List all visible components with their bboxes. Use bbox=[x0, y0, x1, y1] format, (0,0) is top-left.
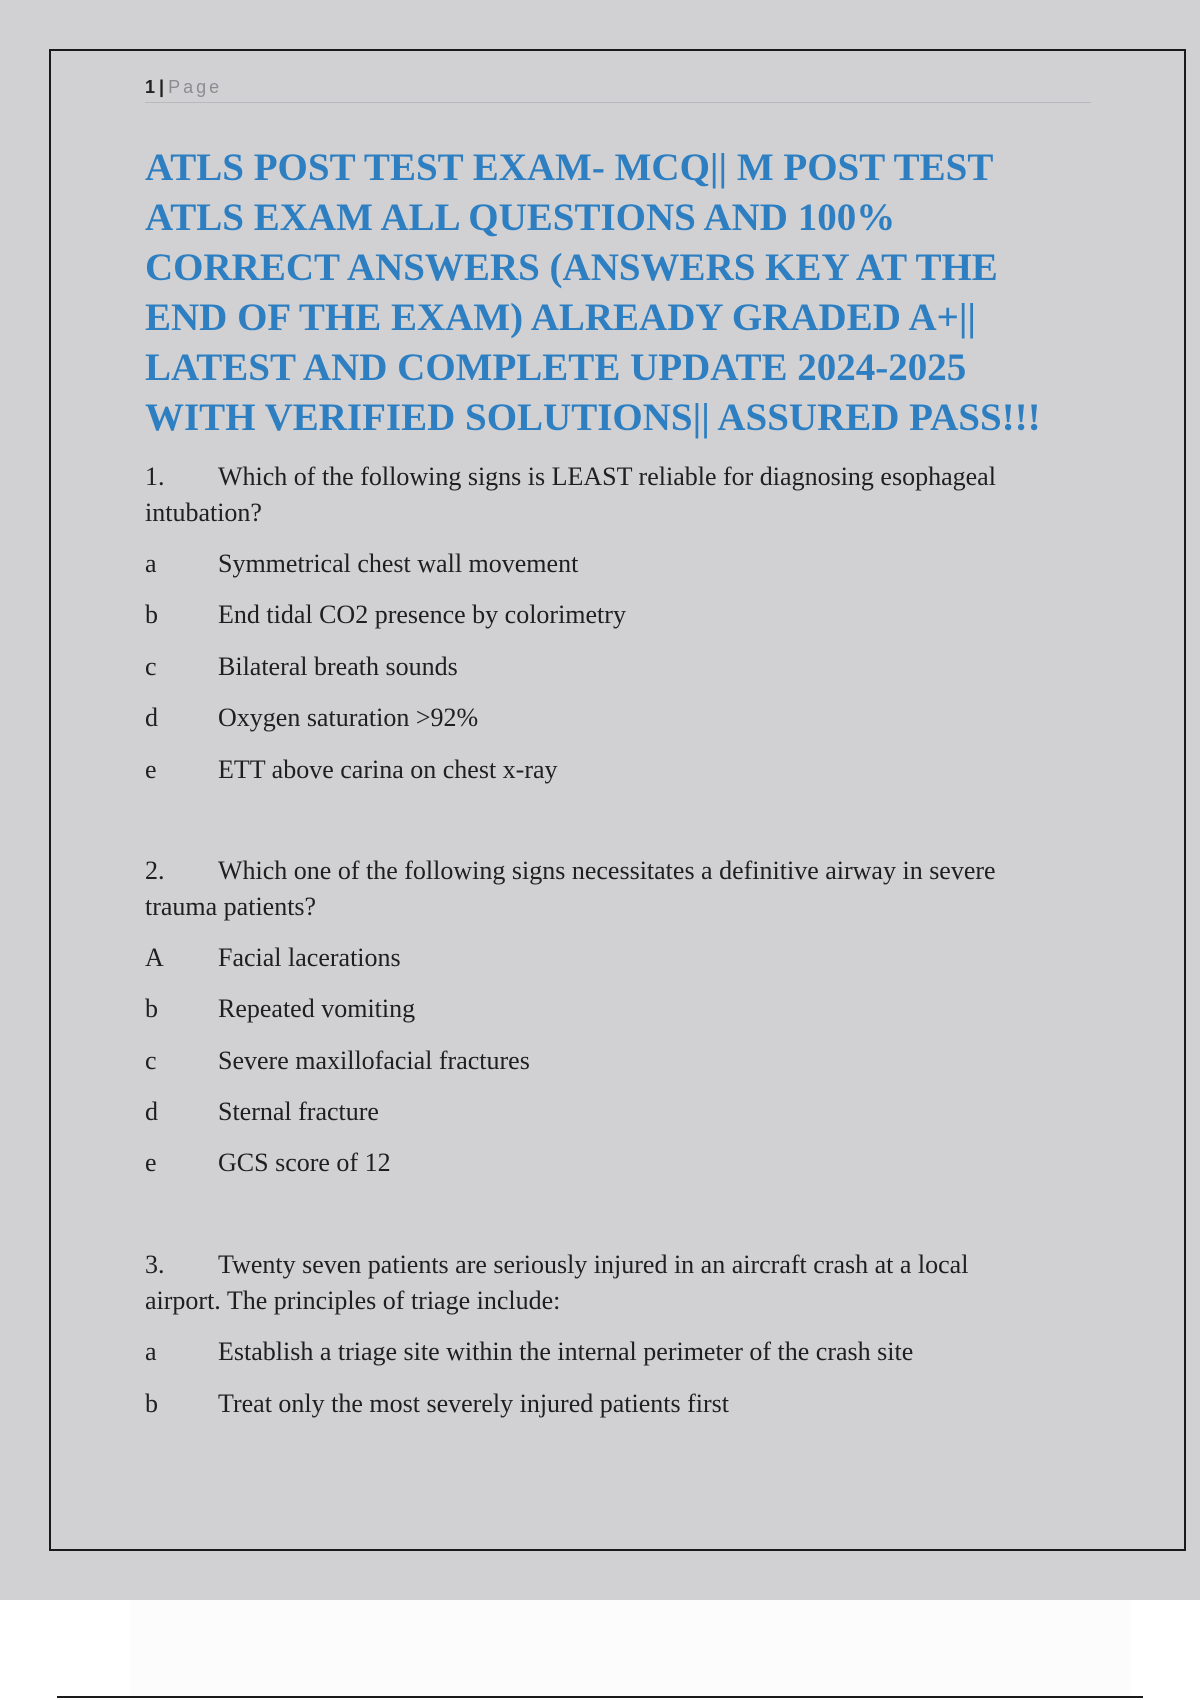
title-line: ATLS POST TEST EXAM- MCQ|| M POST TEST bbox=[145, 146, 994, 189]
title-line: WITH VERIFIED SOLUTIONS|| ASSURED PASS!!! bbox=[145, 396, 1041, 439]
question-text-line2: trauma patients? bbox=[145, 892, 317, 921]
option-text: ETT above carina on chest x-ray bbox=[218, 755, 558, 784]
option-letter: d bbox=[145, 1097, 158, 1126]
question-1-option bbox=[145, 700, 1085, 736]
option-text: Repeated vomiting bbox=[218, 994, 416, 1023]
option-letter: a bbox=[145, 1337, 157, 1366]
option-text: Establish a triage site within the internal perimeter of the crash site bbox=[218, 1337, 914, 1366]
option-text: GCS score of 12 bbox=[218, 1148, 391, 1177]
question-3-stem bbox=[145, 1247, 1085, 1319]
question-1-option bbox=[145, 546, 1085, 582]
option-letter: b bbox=[145, 1389, 158, 1418]
option-letter: a bbox=[145, 549, 157, 578]
option-text: Sternal fracture bbox=[218, 1097, 379, 1126]
title-line: LATEST AND COMPLETE UPDATE 2024-2025 bbox=[145, 346, 967, 389]
question-text-line2: airport. The principles of triage include: bbox=[145, 1286, 561, 1315]
question-text-line2: intubation? bbox=[145, 498, 262, 527]
question-2-option bbox=[145, 1043, 1085, 1079]
question-2-stem bbox=[145, 853, 1085, 925]
option-letter: c bbox=[145, 652, 157, 681]
question-2-option bbox=[145, 1094, 1085, 1130]
next-page-rule bbox=[57, 1696, 1143, 1698]
option-letter: A bbox=[145, 943, 164, 972]
page-separator: | bbox=[159, 77, 165, 97]
title-line: CORRECT ANSWERS (ANSWERS KEY AT THE bbox=[145, 246, 998, 289]
question-text-line1: Which of the following signs is LEAST reliable for diagnosing esophageal bbox=[218, 462, 996, 491]
option-text: Severe maxillofacial fractures bbox=[218, 1046, 530, 1075]
option-text: Facial lacerations bbox=[218, 943, 401, 972]
question-1-stem bbox=[145, 459, 1085, 531]
document-title bbox=[145, 143, 1105, 443]
option-letter: b bbox=[145, 994, 158, 1023]
option-text: End tidal CO2 presence by colorimetry bbox=[218, 600, 626, 629]
question-3-option bbox=[145, 1386, 1085, 1422]
page-word: Page bbox=[168, 77, 223, 97]
option-text: Oxygen saturation >92% bbox=[218, 703, 479, 732]
question-1-option bbox=[145, 649, 1085, 685]
question-1-option bbox=[145, 597, 1085, 633]
option-letter: c bbox=[145, 1046, 157, 1075]
question-number: 1. bbox=[145, 462, 165, 491]
question-1-option bbox=[145, 752, 1085, 788]
option-letter: e bbox=[145, 755, 157, 784]
question-number: 2. bbox=[145, 856, 165, 885]
question-text-line1: Twenty seven patients are seriously injured in an aircraft crash at a local bbox=[218, 1250, 969, 1279]
option-text: Treat only the most severely injured patients first bbox=[218, 1389, 729, 1418]
page-number: 1 bbox=[145, 77, 156, 97]
question-2-option bbox=[145, 991, 1085, 1027]
next-page-area bbox=[130, 1600, 1130, 1696]
question-text-line1: Which one of the following signs necessitates a definitive airway in severe bbox=[218, 856, 996, 885]
option-letter: b bbox=[145, 600, 158, 629]
question-3-option bbox=[145, 1334, 1085, 1370]
question-number: 3. bbox=[145, 1250, 165, 1279]
question-2-option bbox=[145, 940, 1085, 976]
question-2-option bbox=[145, 1145, 1085, 1181]
option-text: Bilateral breath sounds bbox=[218, 652, 458, 681]
option-text: Symmetrical chest wall movement bbox=[218, 549, 579, 578]
option-letter: d bbox=[145, 703, 158, 732]
title-line: END OF THE EXAM) ALREADY GRADED A+|| bbox=[145, 296, 977, 339]
option-letter: e bbox=[145, 1148, 157, 1177]
title-line: ATLS EXAM ALL QUESTIONS AND 100% bbox=[145, 196, 896, 239]
page-header bbox=[145, 74, 1091, 103]
